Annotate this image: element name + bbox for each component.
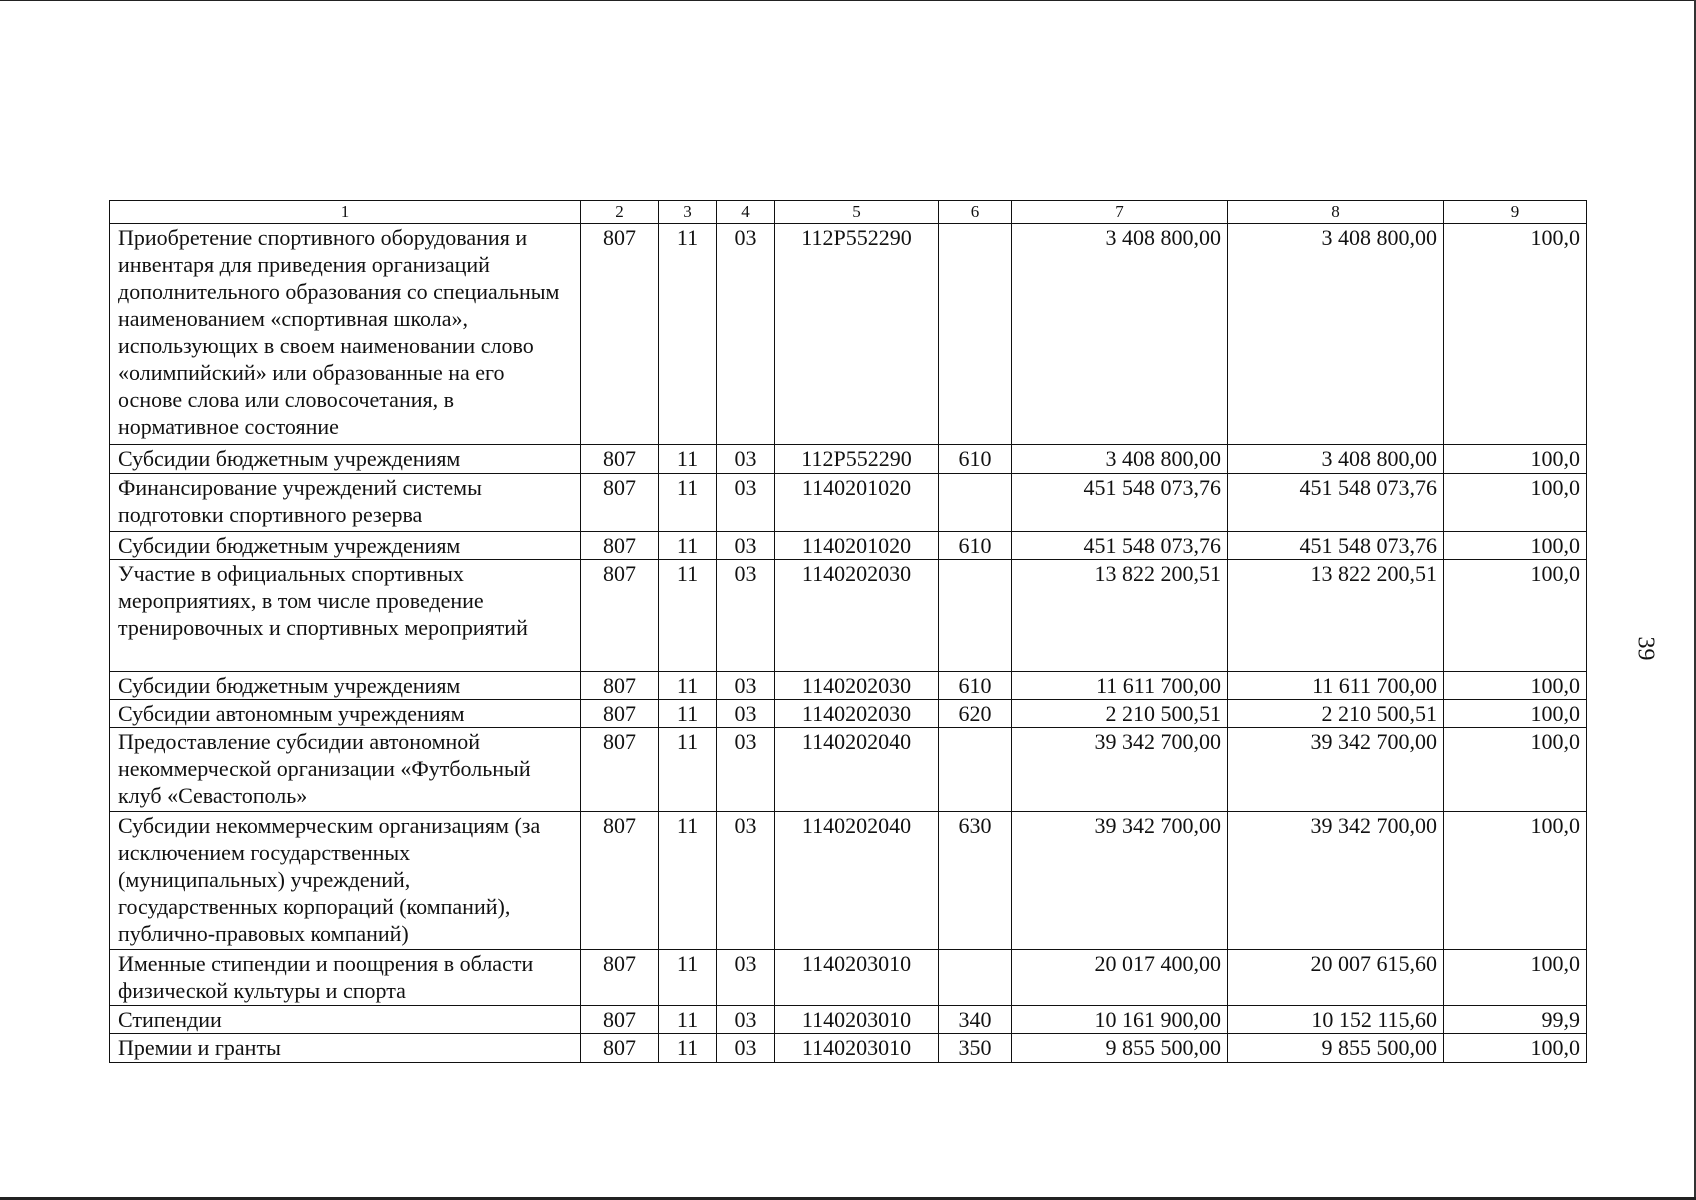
cell-executed: 20 007 615,60 [1228,950,1444,1006]
cell-code-2: 807 [581,700,659,728]
row-name: Предоставление субсидии автономной некоммерческой организации «Футбольный клуб «Севастополь» [110,728,581,812]
cell-code-4: 03 [717,700,775,728]
cell-code-5: 1140203010 [775,1034,939,1063]
cell-planned: 10 161 900,00 [1012,1006,1228,1034]
cell-code-5: 1140201020 [775,532,939,560]
row-name: Именные стипендии и поощрения в области физической культуры и спорта [110,950,581,1006]
cell-percent: 99,9 [1444,1006,1587,1034]
row-name: Стипендии [110,1006,581,1034]
cell-code-3: 11 [659,728,717,812]
cell-code-6 [939,224,1012,445]
cell-code-6 [939,728,1012,812]
cell-code-4: 03 [717,728,775,812]
table-row [110,728,1587,812]
cell-code-4: 03 [717,532,775,560]
cell-code-4: 03 [717,224,775,445]
cell-code-6: 610 [939,672,1012,700]
table-row [110,1006,1587,1034]
cell-code-6: 350 [939,1034,1012,1063]
cell-code-6: 610 [939,532,1012,560]
row-name: Субсидии бюджетным учреждениям [110,672,581,700]
header-cell: 9 [1444,201,1587,224]
cell-code-4: 03 [717,1006,775,1034]
cell-code-2: 807 [581,445,659,474]
cell-code-2: 807 [581,728,659,812]
cell-code-3: 11 [659,812,717,950]
cell-code-2: 807 [581,474,659,532]
cell-code-3: 11 [659,560,717,672]
row-name: Субсидии бюджетным учреждениям [110,532,581,560]
cell-code-3: 11 [659,950,717,1006]
cell-percent: 100,0 [1444,700,1587,728]
cell-percent: 100,0 [1444,474,1587,532]
table-row [110,224,1587,445]
cell-planned: 2 210 500,51 [1012,700,1228,728]
cell-executed: 13 822 200,51 [1228,560,1444,672]
cell-planned: 13 822 200,51 [1012,560,1228,672]
cell-planned: 39 342 700,00 [1012,728,1228,812]
cell-code-5: 1140203010 [775,950,939,1006]
row-name: Субсидии бюджетным учреждениям [110,445,581,474]
cell-percent: 100,0 [1444,532,1587,560]
cell-code-2: 807 [581,950,659,1006]
cell-code-3: 11 [659,672,717,700]
cell-code-4: 03 [717,950,775,1006]
cell-planned: 451 548 073,76 [1012,474,1228,532]
cell-code-5: 112P552290 [775,224,939,445]
cell-code-2: 807 [581,532,659,560]
cell-executed: 39 342 700,00 [1228,812,1444,950]
cell-planned: 39 342 700,00 [1012,812,1228,950]
page-number: 39 [1632,636,1659,661]
cell-code-4: 03 [717,1034,775,1063]
cell-code-3: 11 [659,474,717,532]
cell-percent: 100,0 [1444,812,1587,950]
cell-percent: 100,0 [1444,445,1587,474]
cell-code-6 [939,474,1012,532]
cell-executed: 2 210 500,51 [1228,700,1444,728]
cell-planned: 3 408 800,00 [1012,224,1228,445]
scan-edge-top [0,0,1696,1]
table-row [110,672,1587,700]
cell-executed: 11 611 700,00 [1228,672,1444,700]
cell-code-5: 112P552290 [775,445,939,474]
cell-code-2: 807 [581,1034,659,1063]
cell-percent: 100,0 [1444,672,1587,700]
cell-code-5: 1140202030 [775,560,939,672]
cell-planned: 9 855 500,00 [1012,1034,1228,1063]
cell-code-4: 03 [717,560,775,672]
cell-code-6: 610 [939,445,1012,474]
table-row [110,474,1587,532]
cell-code-5: 1140202040 [775,728,939,812]
cell-percent: 100,0 [1444,728,1587,812]
cell-code-3: 11 [659,224,717,445]
cell-planned: 11 611 700,00 [1012,672,1228,700]
row-name: Финансирование учреждений системы подготовки спортивного резерва [110,474,581,532]
cell-executed: 9 855 500,00 [1228,1034,1444,1063]
cell-percent: 100,0 [1444,560,1587,672]
row-name: Субсидии автономным учреждениям [110,700,581,728]
cell-code-3: 11 [659,1034,717,1063]
cell-code-4: 03 [717,474,775,532]
cell-code-4: 03 [717,672,775,700]
header-cell: 6 [939,201,1012,224]
header-cell: 1 [110,201,581,224]
cell-code-6: 340 [939,1006,1012,1034]
table-header-row [110,201,1587,224]
header-cell: 5 [775,201,939,224]
table-row [110,445,1587,474]
header-cell: 7 [1012,201,1228,224]
row-name: Премии и гранты [110,1034,581,1063]
table-row [110,950,1587,1006]
table-row [110,700,1587,728]
cell-code-5: 1140203010 [775,1006,939,1034]
table-row [110,532,1587,560]
cell-code-2: 807 [581,672,659,700]
header-cell: 3 [659,201,717,224]
cell-planned: 451 548 073,76 [1012,532,1228,560]
cell-code-2: 807 [581,560,659,672]
cell-code-6 [939,560,1012,672]
cell-code-5: 1140202040 [775,812,939,950]
cell-code-3: 11 [659,1006,717,1034]
cell-code-5: 1140201020 [775,474,939,532]
table-row [110,560,1587,672]
header-cell: 4 [717,201,775,224]
cell-code-4: 03 [717,812,775,950]
header-cell: 2 [581,201,659,224]
cell-code-5: 1140202030 [775,700,939,728]
cell-percent: 100,0 [1444,224,1587,445]
row-name: Приобретение спортивного оборудования и инвентаря для приведения организаций дополнительного образования со специальным наименованием «спортивная школа», использующих в своем наименовании слово «олимпийский» или образованные на его основе слова или словосочетания, в нормативное состояние [110,224,581,445]
cell-code-3: 11 [659,445,717,474]
cell-code-3: 11 [659,532,717,560]
cell-executed: 3 408 800,00 [1228,445,1444,474]
cell-executed: 39 342 700,00 [1228,728,1444,812]
cell-code-6: 620 [939,700,1012,728]
table-row [110,1034,1587,1063]
row-name: Субсидии некоммерческим организациям (за исключением государственных (муниципальных) учреждений, государственных корпораций (компаний), публично-правовых компаний) [110,812,581,950]
cell-code-3: 11 [659,700,717,728]
table-row [110,812,1587,950]
row-name: Участие в официальных спортивных мероприятиях, в том числе проведение тренировочных и спортивных мероприятий [110,560,581,672]
cell-code-6 [939,950,1012,1006]
cell-planned: 20 017 400,00 [1012,950,1228,1006]
cell-code-4: 03 [717,445,775,474]
cell-code-6: 630 [939,812,1012,950]
cell-code-5: 1140202030 [775,672,939,700]
header-cell: 8 [1228,201,1444,224]
cell-percent: 100,0 [1444,1034,1587,1063]
budget-table [109,200,1587,1063]
cell-executed: 3 408 800,00 [1228,224,1444,445]
cell-code-2: 807 [581,1006,659,1034]
cell-planned: 3 408 800,00 [1012,445,1228,474]
cell-code-2: 807 [581,812,659,950]
cell-executed: 451 548 073,76 [1228,532,1444,560]
cell-percent: 100,0 [1444,950,1587,1006]
cell-executed: 451 548 073,76 [1228,474,1444,532]
cell-code-2: 807 [581,224,659,445]
cell-executed: 10 152 115,60 [1228,1006,1444,1034]
